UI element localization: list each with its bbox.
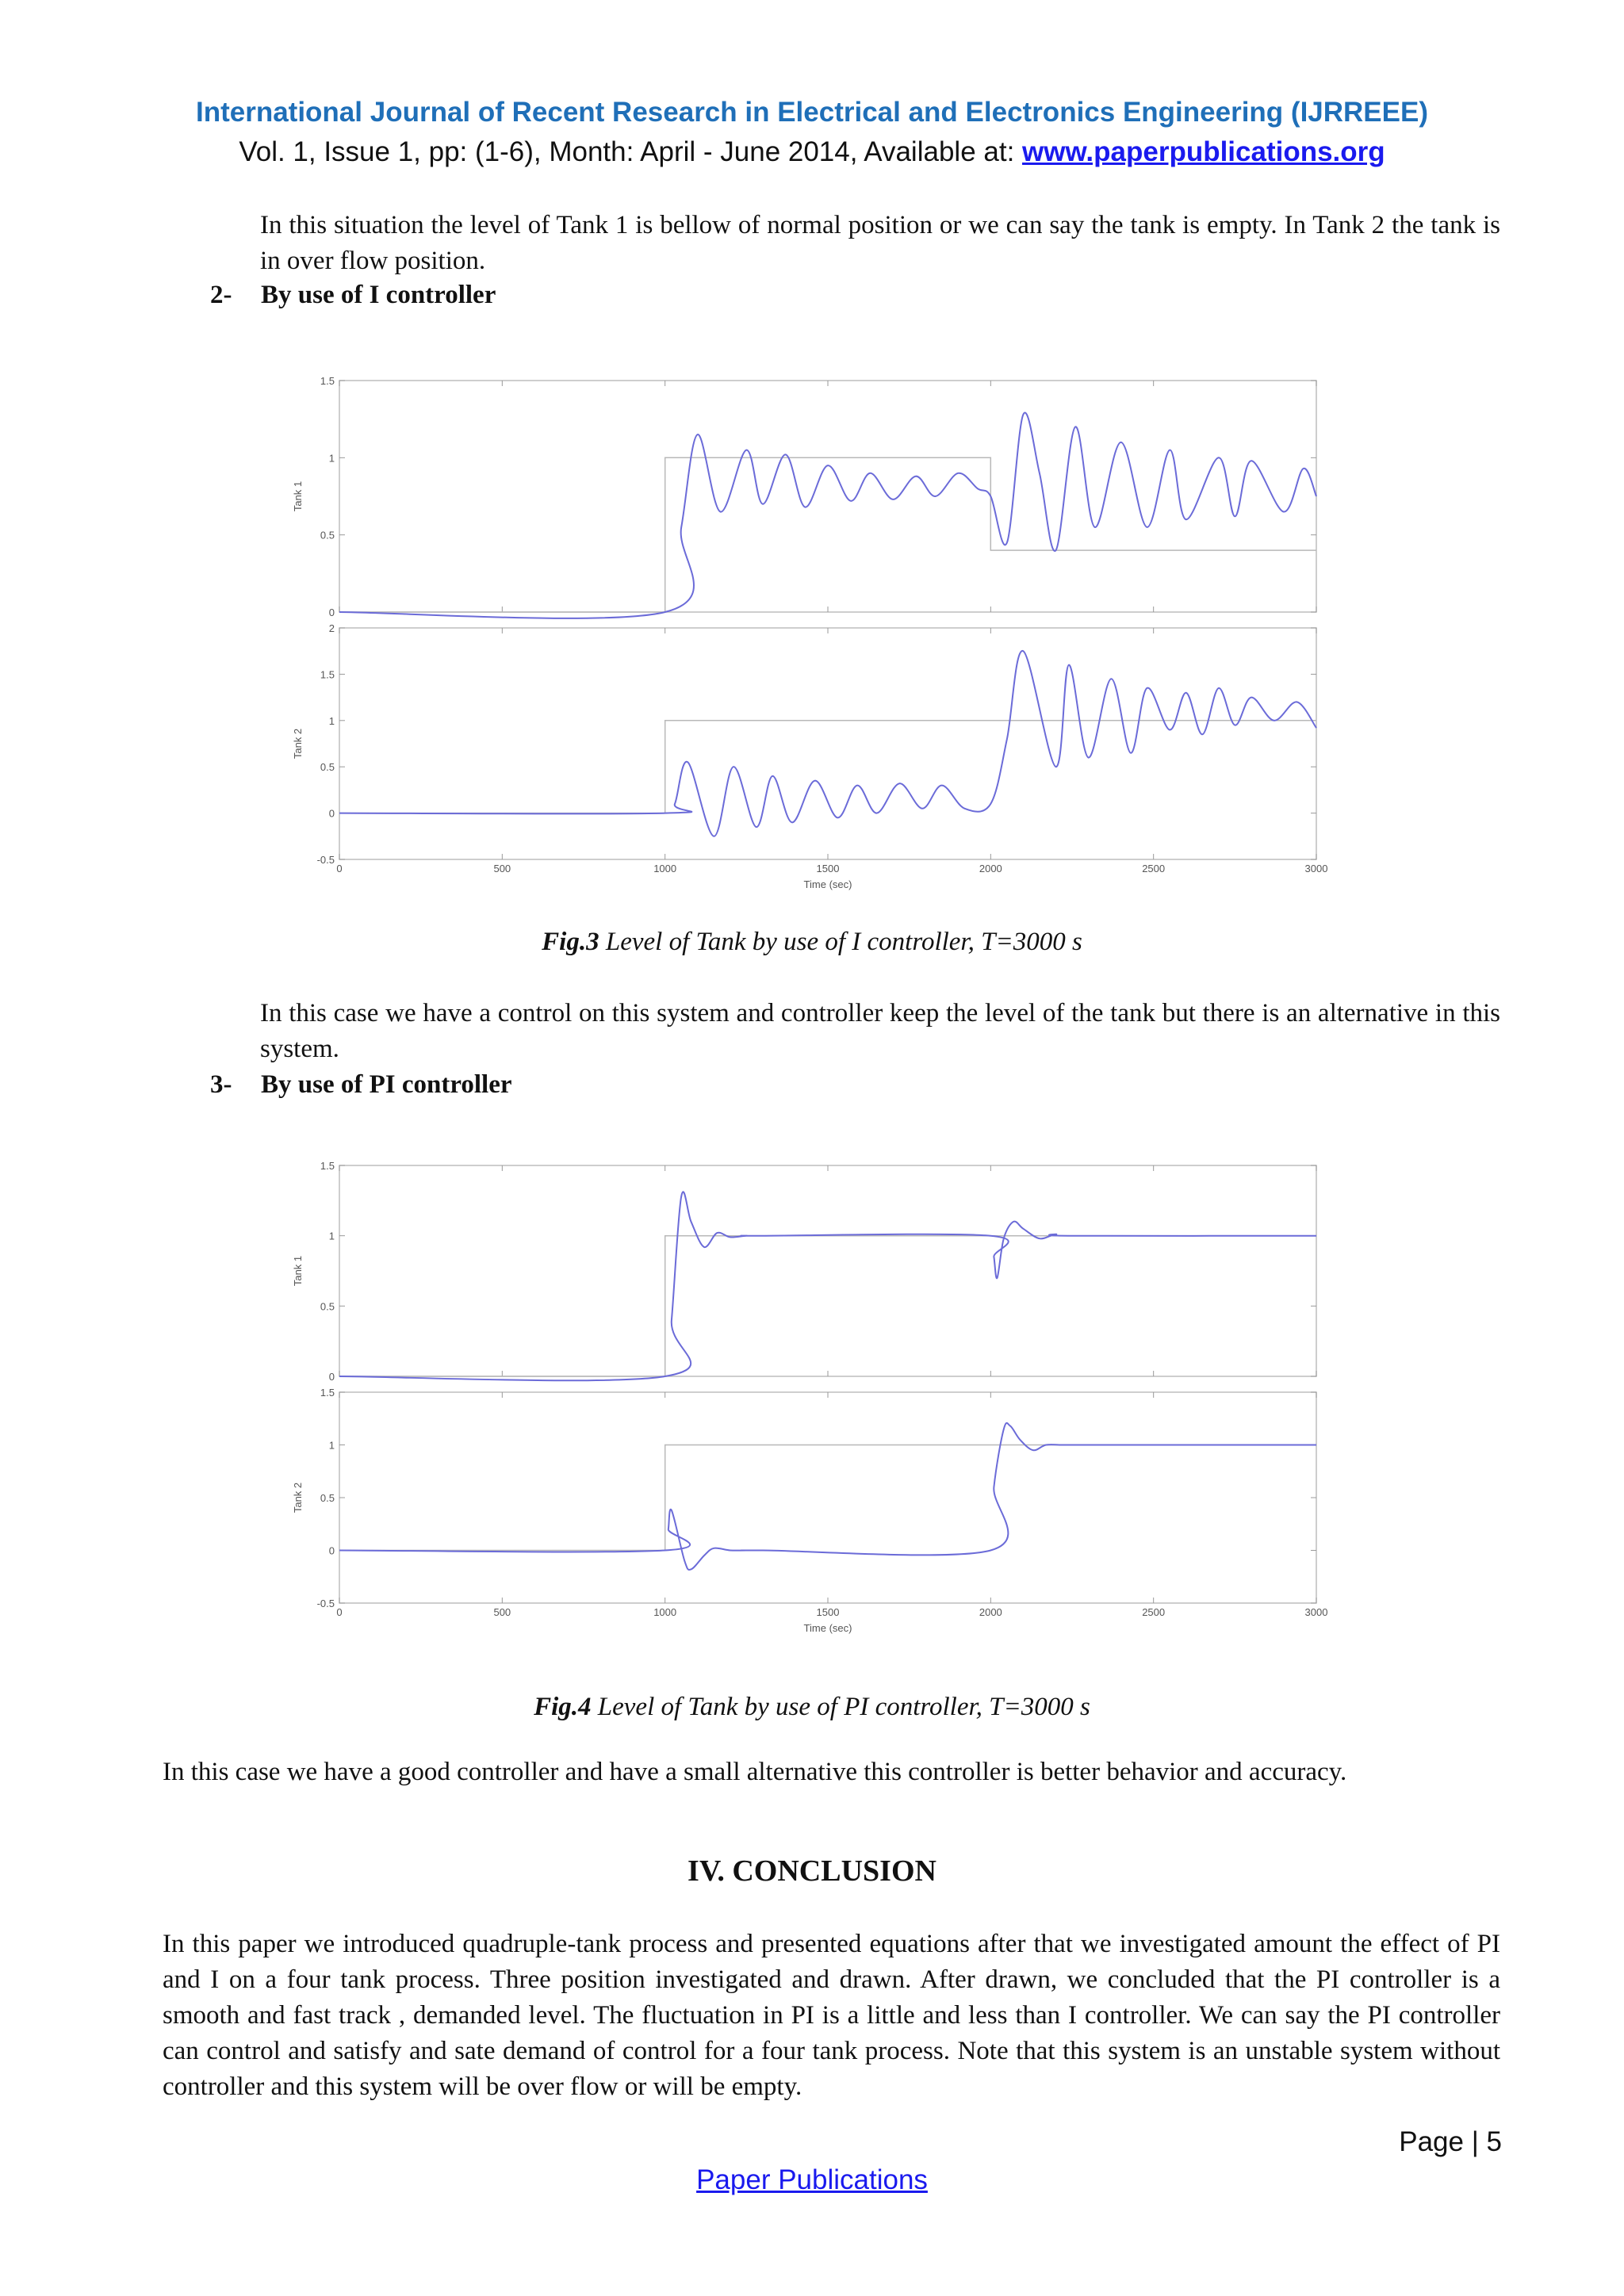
y-tick-label: 1.5 xyxy=(320,375,335,387)
heading-text: By use of I controller xyxy=(261,281,496,309)
figure-3-caption-text: Level of Tank by use of I controller, T=3000 s xyxy=(599,928,1082,956)
y-tick-label: 1.5 xyxy=(320,1160,335,1172)
y-tick-label: 1 xyxy=(328,1230,335,1242)
plot-frame xyxy=(339,1392,1316,1603)
y-tick-label: 2 xyxy=(328,622,335,634)
x-tick-label: 2500 xyxy=(1142,1606,1166,1618)
figure-4-caption-text: Level of Tank by use of PI controller, T=3000 s xyxy=(591,1693,1090,1721)
x-tick-label: 2000 xyxy=(979,1606,1002,1618)
section-title-conclusion: IV. CONCLUSION xyxy=(688,1854,936,1888)
conclusion-paragraph: In this paper we introduced quadruple-tank process and presented equations after that we investigated amount the effect of PI and I on a four tank process. Three position investigated and drawn. After drawn, we concluded that the PI controller is a smooth and fast track , demanded level. The fluctuation in PI is a little and less than I controller. We can say the PI controller can control and satisfy and sate demand of control for a four tank process. Note that this system is an unstable system without controller and this system will be over flow or will be empty. xyxy=(163,1930,1500,2101)
figure-4-chart xyxy=(285,1150,1332,1641)
heading-pi-controller xyxy=(210,1070,512,1100)
y-tick-label: 0.5 xyxy=(320,761,335,774)
x-tick-label: 0 xyxy=(336,1606,343,1618)
figure-4-caption xyxy=(0,1693,1624,1722)
heading-number: 3- xyxy=(210,1070,232,1099)
website-link[interactable]: www.paperpublications.org xyxy=(1022,136,1385,167)
y-tick-label: 1 xyxy=(328,714,335,727)
y-axis-label: Tank 1 xyxy=(292,1255,304,1287)
heading-text: By use of PI controller xyxy=(261,1070,512,1099)
heading-number: 2- xyxy=(210,281,232,309)
plot-frame xyxy=(339,1165,1316,1376)
x-tick-label: 500 xyxy=(493,863,511,874)
y-tick-label: -0.5 xyxy=(316,854,335,866)
x-tick-label: 2000 xyxy=(979,863,1002,874)
x-tick-label: 3000 xyxy=(1304,1606,1328,1618)
y-tick-label: 0 xyxy=(328,807,335,820)
x-axis-label: Time (sec) xyxy=(803,878,852,890)
figure-3-caption xyxy=(0,928,1624,957)
plot-frame xyxy=(339,381,1316,612)
y-tick-label: 0.5 xyxy=(320,1492,335,1504)
volume-text: Vol. 1, Issue 1, pp: (1-6), Month: April - June 2014, Available at: xyxy=(239,136,1023,167)
figure-3-label: Fig.3 xyxy=(542,928,599,956)
y-tick-label: 0.5 xyxy=(320,1300,335,1313)
x-tick-label: 1000 xyxy=(653,1606,677,1618)
x-tick-label: 1000 xyxy=(653,863,677,874)
y-tick-label: 1 xyxy=(328,452,335,465)
y-tick-label: 0.5 xyxy=(320,529,335,541)
figure-3-chart xyxy=(285,365,1332,904)
paragraph-i-controller-result: In this case we have a control on this system and controller keep the level of the tank but there is an alternative in this system. xyxy=(260,999,1500,1063)
x-tick-label: 0 xyxy=(336,863,343,874)
paragraph-tank-status: In this situation the level of Tank 1 is bellow of normal position or we can say the tank is empty. In Tank 2 the tank is in over flow position. xyxy=(260,211,1500,275)
page-number: Page | 5 xyxy=(1399,2126,1502,2157)
plot-frame xyxy=(339,628,1316,859)
x-tick-label: 2500 xyxy=(1142,863,1166,874)
y-tick-label: -0.5 xyxy=(316,1598,335,1609)
paragraph-pi-controller-result: In this case we have a good controller and have a small alternative this controller is better behavior and accuracy. xyxy=(163,1758,1347,1786)
x-axis-label: Time (sec) xyxy=(803,1622,852,1634)
journal-title: International Journal of Recent Research in Electrical and Electronics Engineering (IJRREEE) xyxy=(195,97,1428,128)
figure-4-label: Fig.4 xyxy=(534,1693,592,1721)
y-tick-label: 1.5 xyxy=(320,668,335,681)
heading-i-controller xyxy=(210,281,496,310)
x-tick-label: 1500 xyxy=(816,1606,840,1618)
y-tick-label: 1.5 xyxy=(320,1387,335,1399)
y-tick-label: 0 xyxy=(328,1371,335,1383)
x-tick-label: 1500 xyxy=(816,863,840,874)
y-tick-label: 0 xyxy=(328,607,335,618)
y-tick-label: 1 xyxy=(328,1439,335,1452)
y-axis-label: Tank 2 xyxy=(292,1482,304,1513)
x-tick-label: 500 xyxy=(493,1606,511,1618)
y-axis-label: Tank 2 xyxy=(292,728,304,760)
publisher-footer-link[interactable]: Paper Publications xyxy=(696,2164,928,2195)
volume-info xyxy=(0,136,1624,168)
y-tick-label: 0 xyxy=(328,1544,335,1557)
y-axis-label: Tank 1 xyxy=(292,480,304,512)
x-tick-label: 3000 xyxy=(1304,863,1328,874)
